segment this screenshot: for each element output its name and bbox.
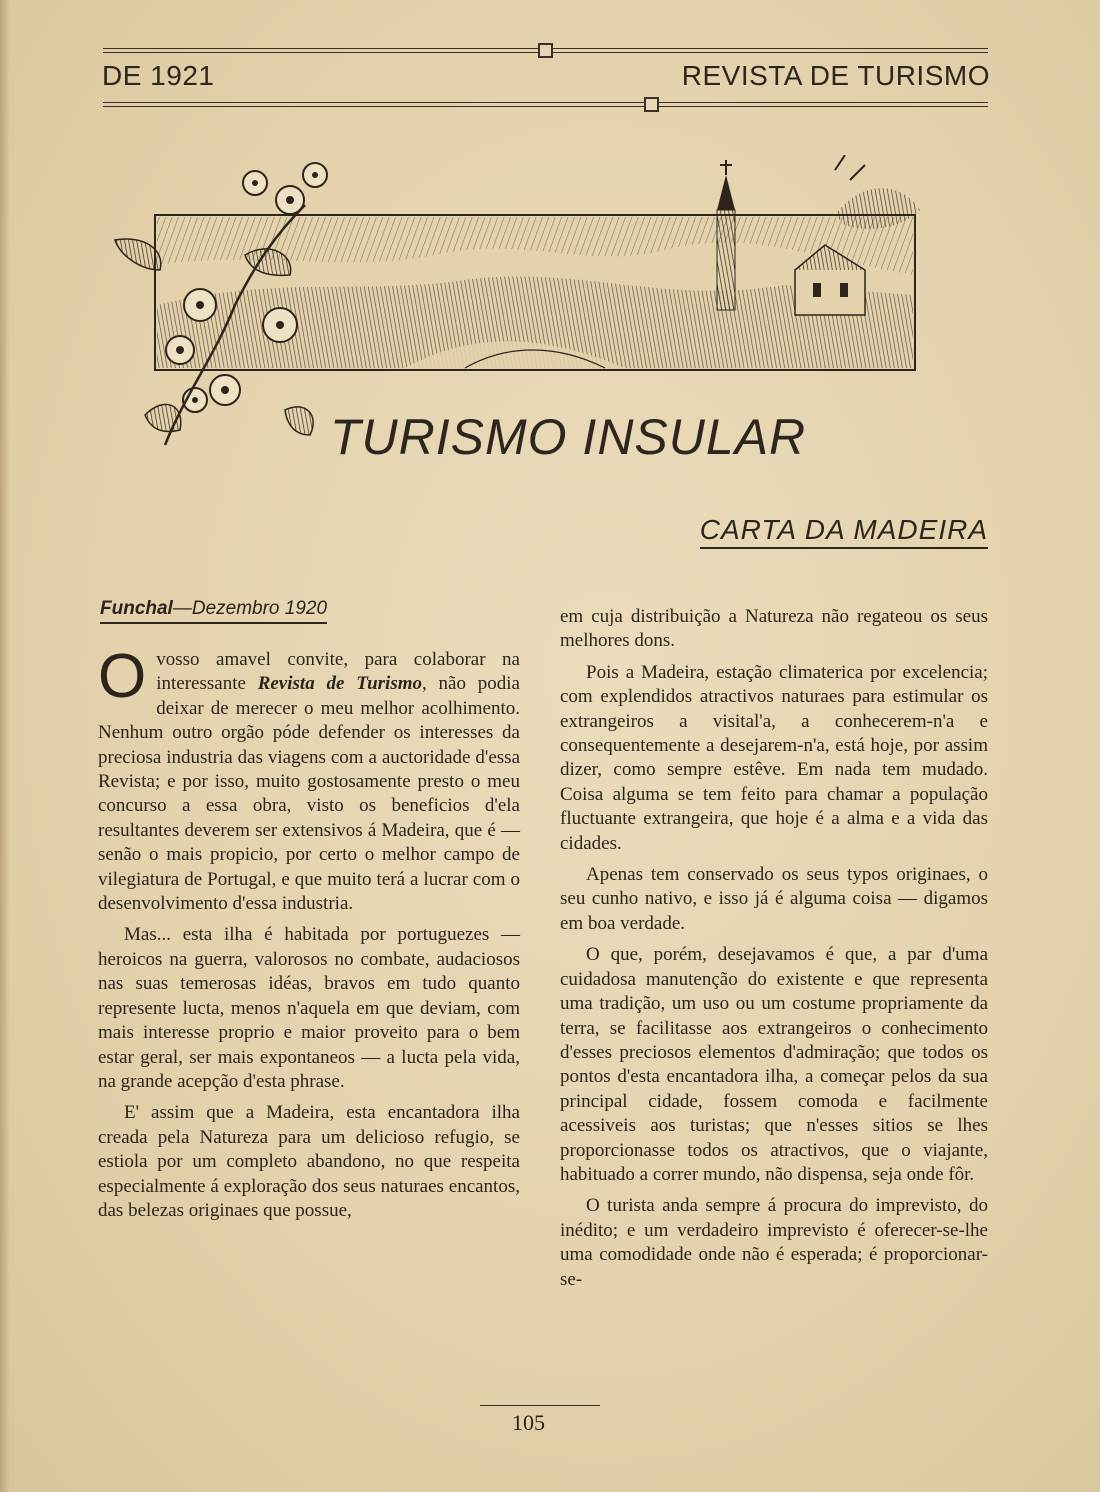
rule-ornament-icon xyxy=(644,97,659,112)
header-rule-top xyxy=(103,48,988,53)
header-rule-bottom xyxy=(103,102,988,107)
left-column xyxy=(98,642,520,1230)
drop-cap: O xyxy=(98,642,147,711)
footer-rule xyxy=(480,1405,600,1406)
dateline-separator: — xyxy=(172,598,192,619)
article-title: TURISMO INSULAR xyxy=(330,409,807,465)
page-number: 105 xyxy=(512,1410,545,1435)
paragraph: E' assim que a Madeira, esta encantadora ilha creada pela Natureza para um delicioso refugio, se estiola por um completo abandono, no que respeita especialmente á exploração dos seus naturaes encantos, das belezas originaes que possue, xyxy=(98,1102,520,1221)
rule-ornament-icon xyxy=(538,43,553,58)
dateline xyxy=(100,598,327,624)
paragraph-text: vosso amavel convite, para colaborar na interessante xyxy=(156,649,520,695)
article-subtitle: CARTA DA MADEIRA xyxy=(700,514,988,549)
header-right: REVISTA DE TURISMO xyxy=(681,60,990,91)
header-left: DE 1921 xyxy=(102,60,215,91)
dateline-place: Funchal xyxy=(100,598,173,619)
paragraph: Apenas tem conservado os seus typos originaes, o seu cunho nativo, e isso já é alguma coisa — digamos em boa verdade. xyxy=(560,864,988,934)
paragraph: O que, porém, desejavamos é que, a par d'uma cuidadosa manutenção do existente e que representa uma tradição, um uso ou um costume propriamente da terra, se facilitasse aos extrangeiros o conhecimento d'esses preciosos elementos d'admiração; que todos os pontos d'esta encantadora ilha, a começar pelos da sua principal cidade, fossem comoda e facilmente acessiveis aos turistas; que n'esses sitios se lhes proporcionasse todos os atractivos, que o viajante, habituado a correr mundo, não dispensa, seja onde fôr. xyxy=(560,944,988,1185)
paragraph: Mas... esta ilha é habitada por portuguezes — heroicos na guerra, valorosos no combate, audaciosos nas suas temerosas idéas, bravos em tudo quanto represente lucta, menos n'aquela em que deviam, com mais interesse proprio e maior proveito para o bem estar geral, ser mais expontaneos — a lucta pela vida, na grande acepção d'esta phrase. xyxy=(98,924,520,1092)
publication-name: Revista de Turismo xyxy=(257,673,423,695)
paragraph-text: , não podia deixar de merecer o meu melhor acolhimento. Nenhum outro orgão póde defender os interesses da preciosa industria das viagens com a auctoridade d'essa Revista; e por isso, muito gostosamente presto o meu concurso a essa obra, visto os beneficios d'ela resultantes deverem ser extensivos á Madeira, que é —senão o mais propicio, por certo o melhor campo de vilegiatura de Portugal, e que muito terá a lucrar com o desenvolvimento d'essa industria. xyxy=(98,673,520,915)
paragraph xyxy=(98,642,520,916)
paragraph: Pois a Madeira, estação climaterica por excelencia; com explendidos atractivos naturaes para estimular os extrangeiros a visital'a, a conhecerem-n'a e consequentemente a desejarem-n'a, está hoje, por assim dizer, como sempre estêve. Em nada tem mudado. Coisa alguma se tem feito para chamar a população fluctuante extrangeira, que hoje é a alma e a vida das cidades. xyxy=(560,661,988,854)
right-column xyxy=(560,605,988,1299)
dateline-date: Dezembro 1920 xyxy=(191,598,328,619)
page-edge-shadow xyxy=(0,0,10,1492)
paragraph: em cuja distribuição a Natureza não regateou os seus melhores dons. xyxy=(560,606,988,652)
paragraph: O turista anda sempre á procura do imprevisto, do inédito; e um verdadeiro imprevisto é oferecer-se-lhe uma comodidade onde não é esperada; é proporcionar-se- xyxy=(560,1195,988,1290)
